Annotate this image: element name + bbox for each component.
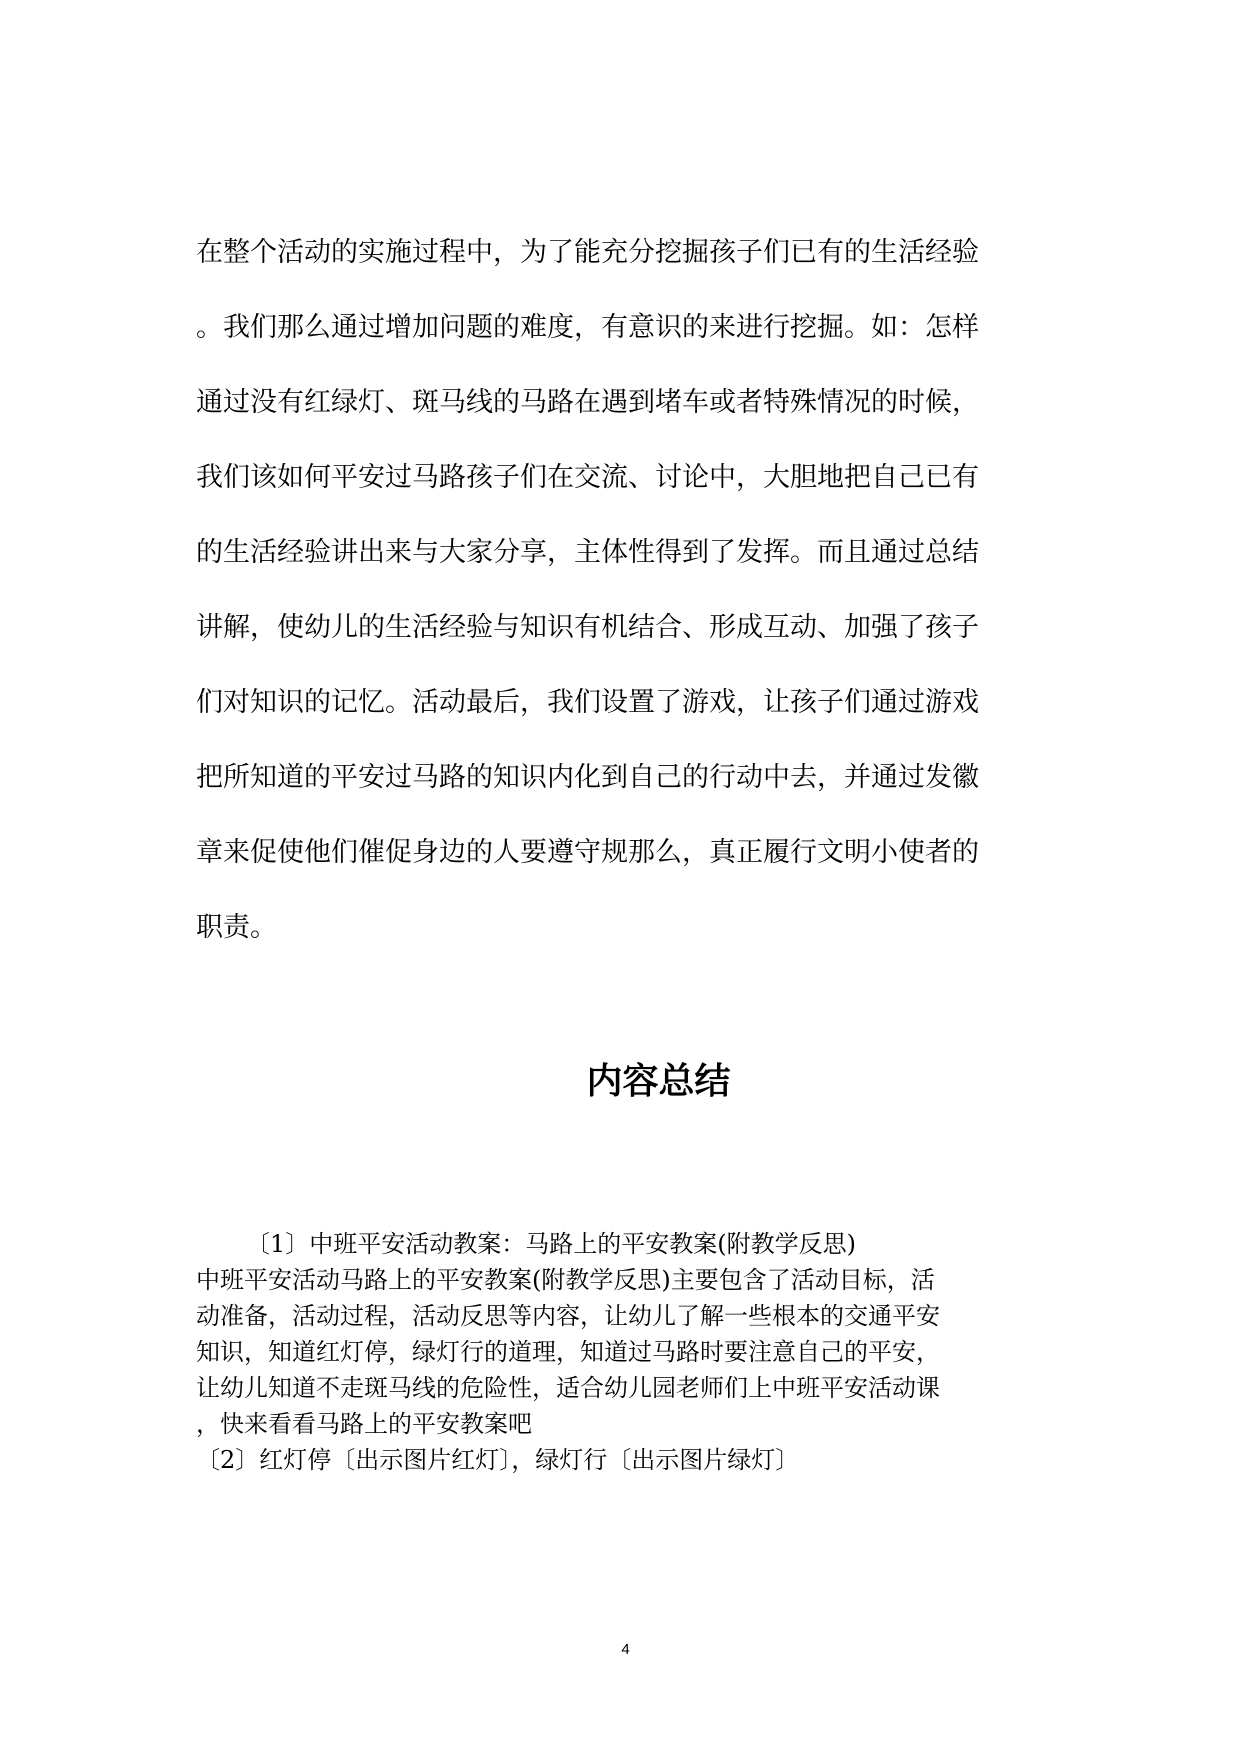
summary-text-line: 动准备，活动过程，活动反思等内容，让幼儿了解一些根本的交通平安 bbox=[196, 1302, 940, 1330]
page-number: 4 bbox=[621, 1641, 630, 1658]
summary-text-line: 知识，知道红灯停，绿灯行的道理，知道过马路时要注意自己的平安， bbox=[196, 1338, 940, 1366]
summary-item-1-title: 〔1〕中班平安活动教案：马路上的平安教案(附教学反思) bbox=[246, 1230, 856, 1258]
body-text-line: 职责。 bbox=[196, 912, 277, 943]
body-text-line: 通过没有红绿灯、斑马线的马路在遇到堵车或者特殊情况的时候， bbox=[196, 387, 979, 418]
summary-text-line: 中班平安活动马路上的平安教案(附教学反思)主要包含了活动目标，活 bbox=[196, 1266, 935, 1294]
body-text-line: 把所知道的平安过马路的知识内化到自己的行动中去，并通过发徽 bbox=[196, 762, 979, 793]
summary-text-line: 让幼儿知道不走斑马线的危险性，适合幼儿园老师们上中班平安活动课 bbox=[196, 1374, 940, 1402]
body-text-line: 我们该如何平安过马路孩子们在交流、讨论中，大胆地把自己已有 bbox=[196, 462, 979, 493]
body-text-line: 在整个活动的实施过程中，为了能充分挖掘孩子们已有的生活经验 bbox=[196, 237, 979, 268]
body-text-line: 的生活经验讲出来与大家分享，主体性得到了发挥。而且通过总结 bbox=[196, 537, 979, 568]
summary-heading: 内容总结 bbox=[586, 1061, 731, 1102]
summary-item-2: 〔2〕红灯停〔出示图片红灯〕，绿灯行〔出示图片绿灯〕 bbox=[196, 1446, 800, 1474]
body-text-line: 章来促使他们催促身边的人要遵守规那么，真正履行文明小使者的 bbox=[196, 837, 979, 868]
summary-text-line: ，快来看看马路上的平安教案吧 bbox=[196, 1410, 532, 1438]
body-text-line: 们对知识的记忆。活动最后，我们设置了游戏，让孩子们通过游戏 bbox=[196, 687, 979, 718]
body-text-line: 讲解，使幼儿的生活经验与知识有机结合、形成互动、加强了孩子 bbox=[196, 612, 979, 643]
body-text-line: 。我们那么通过增加问题的难度，有意识的来进行挖掘。如：怎样 bbox=[196, 312, 979, 343]
